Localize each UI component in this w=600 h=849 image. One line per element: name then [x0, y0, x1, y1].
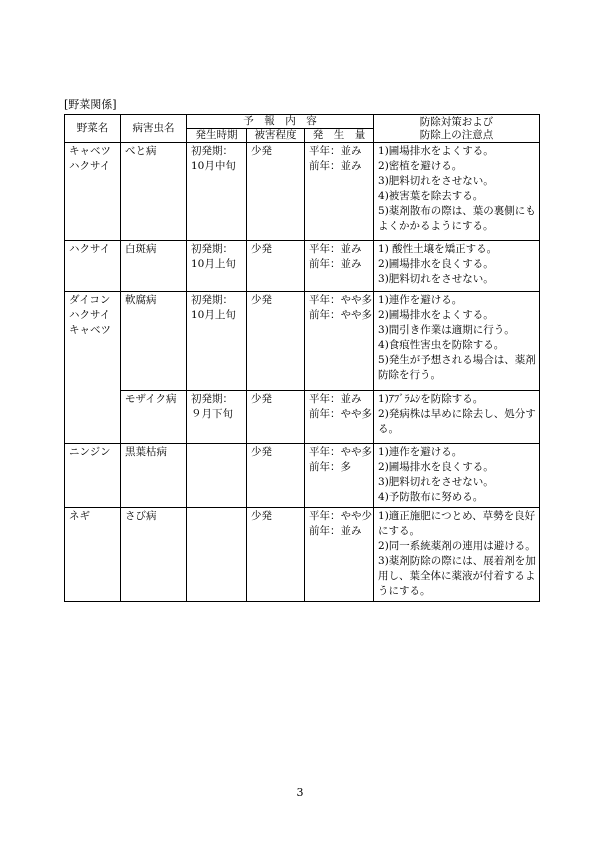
- amount-line: 平年：やや多: [309, 446, 372, 458]
- amount-line: 前年：並み: [309, 160, 362, 172]
- measures-line: る。: [378, 423, 400, 435]
- damage-cell: [247, 391, 305, 444]
- crop-cell: [65, 143, 121, 241]
- onset-cell: [187, 391, 247, 444]
- pest-cell: [121, 143, 187, 241]
- measures-line: うにする。: [378, 585, 431, 597]
- measures-line: 5)発生が予想される場合は、薬剤: [378, 354, 536, 366]
- header-crop: 野菜名: [65, 115, 121, 143]
- amount-cell: [305, 444, 374, 508]
- pest-line: 軟腐病: [125, 294, 157, 306]
- onset-line: 初発期：: [191, 145, 233, 157]
- onset-cell: [187, 292, 247, 391]
- pest-cell: [121, 391, 187, 444]
- amount-line: 平年：やや多: [309, 294, 372, 306]
- page-number: 3: [296, 786, 304, 799]
- measures-line: 4)食痕性害虫を防除する。: [378, 339, 505, 351]
- amount-line: 平年：やや少: [309, 510, 372, 522]
- measures-line: 2)圃場排水をよくする。: [378, 309, 494, 321]
- amount-line: 平年：並み: [309, 393, 362, 405]
- amount-cell: [305, 143, 374, 241]
- pest-line: 白斑病: [125, 243, 157, 255]
- measures-cell: [374, 143, 540, 241]
- pest-cell: [121, 292, 187, 391]
- crop-cell: [65, 292, 121, 444]
- measures-line: 1)適正施肥につとめ、草勢を良好: [378, 510, 536, 522]
- amount-line: 平年：並み: [309, 145, 362, 157]
- measures-cell: [374, 444, 540, 508]
- crop-line: ハクサイ: [69, 309, 111, 321]
- crop-line: キャベツ: [69, 324, 111, 336]
- measures-line: 2)圃場排水を良くする。: [378, 258, 494, 270]
- measures-line: 2)密植を避ける。: [378, 160, 463, 172]
- header-measures-line2: 防除上の注意点: [419, 128, 494, 141]
- measures-line: 3)肥料切れをさせない。: [378, 273, 494, 285]
- onset-line: 初発期：: [191, 294, 233, 306]
- measures-line: 5)薬剤散布の際は、葉の裏側にも: [378, 205, 536, 217]
- damage-cell: [247, 444, 305, 508]
- measures-cell: [374, 391, 540, 444]
- pest-line: モザイク病: [125, 393, 177, 405]
- measures-line: 3)肥料切れをさせない。: [378, 476, 494, 488]
- pest-line: さび病: [125, 510, 157, 522]
- amount-cell: [305, 241, 374, 292]
- measures-line: 4)予防散布に努める。: [378, 491, 484, 503]
- crop-line: ネギ: [69, 510, 90, 522]
- damage-cell: [247, 292, 305, 391]
- pest-line: べと病: [125, 145, 157, 157]
- measures-line: 2)発病株は早めに除去し、処分す: [378, 408, 536, 420]
- amount-cell: [305, 391, 374, 444]
- damage-line: 少発: [251, 145, 272, 157]
- header-measures-line1: 防除対策および: [419, 115, 494, 128]
- onset-cell: [187, 508, 247, 602]
- header-forecast-group: 予 報 内 容: [187, 115, 374, 129]
- onset-line: 初発期：: [191, 243, 233, 255]
- damage-line: 少発: [251, 393, 272, 405]
- onset-cell: [187, 241, 247, 292]
- measures-line: 1) 酸性土壌を矯正する。: [378, 243, 498, 255]
- measures-line: 3)薬剤防除の際には、展着剤を加: [378, 555, 536, 567]
- crop-line: キャベツ: [69, 145, 111, 157]
- onset-cell: [187, 444, 247, 508]
- onset-line: 初発期：: [191, 393, 233, 405]
- section-label: [野菜関係]: [64, 98, 117, 111]
- measures-cell: [374, 508, 540, 602]
- amount-line: 前年：並み: [309, 525, 362, 537]
- crop-cell: [65, 444, 121, 508]
- amount-line: 前年：多: [309, 461, 351, 473]
- damage-line: 少発: [251, 446, 272, 458]
- table-row: [65, 241, 540, 292]
- header-onset: 発生時期: [187, 129, 247, 143]
- amount-line: 前年：やや多: [309, 309, 372, 321]
- header-measures: [374, 115, 540, 143]
- damage-cell: [247, 143, 305, 241]
- amount-line: 前年：やや多: [309, 408, 372, 420]
- onset-line: ９月下旬: [191, 408, 233, 420]
- header-amount: 発 生 量: [305, 129, 374, 143]
- amount-cell: [305, 508, 374, 602]
- crop-line: ダイコン: [69, 294, 111, 306]
- pest-cell: [121, 444, 187, 508]
- measures-line: 1)圃場排水をよくする。: [378, 145, 494, 157]
- pest-line: 黒葉枯病: [125, 446, 167, 458]
- measures-line: 1)ｱﾌﾞﾗﾑｼを防除する。: [378, 393, 484, 405]
- measures-cell: [374, 292, 540, 391]
- pest-cell: [121, 508, 187, 602]
- measures-line: 防除を行う。: [378, 369, 442, 381]
- header-pest: 病害虫名: [121, 115, 187, 143]
- damage-cell: [247, 508, 305, 602]
- table-row: [65, 508, 540, 602]
- crop-line: ニンジン: [69, 446, 111, 458]
- table-row: [65, 391, 540, 444]
- amount-line: 前年：並み: [309, 258, 362, 270]
- onset-line: 10月中旬: [191, 160, 236, 172]
- measures-line: 1)連作を避ける。: [378, 294, 463, 306]
- measures-cell: [374, 241, 540, 292]
- damage-line: 少発: [251, 294, 272, 306]
- onset-cell: [187, 143, 247, 241]
- vegetable-forecast-table: [64, 114, 540, 602]
- table-row: [65, 292, 540, 391]
- table-row: [65, 444, 540, 508]
- damage-cell: [247, 241, 305, 292]
- measures-line: 2)圃場排水を良くする。: [378, 461, 494, 473]
- pest-cell: [121, 241, 187, 292]
- amount-line: 平年：並み: [309, 243, 362, 255]
- measures-line: 4)被害葉を除去する。: [378, 190, 484, 202]
- measures-line: 1)連作を避ける。: [378, 446, 463, 458]
- onset-line: 10月上旬: [191, 258, 236, 270]
- damage-line: 少発: [251, 510, 272, 522]
- amount-cell: [305, 292, 374, 391]
- damage-line: 少発: [251, 243, 272, 255]
- crop-line: ハクサイ: [69, 243, 111, 255]
- onset-line: 10月上旬: [191, 309, 236, 321]
- crop-line: ハクサイ: [69, 160, 111, 172]
- measures-line: よくかかるようにする。: [378, 220, 494, 232]
- measures-line: 2)同一系統薬剤の連用は避ける。: [378, 540, 536, 552]
- measures-line: 3)間引き作業は適期に行う。: [378, 324, 515, 336]
- header-damage: 被害程度: [247, 129, 305, 143]
- table-row: [65, 143, 540, 241]
- crop-cell: [65, 241, 121, 292]
- measures-line: 3)肥料切れをさせない。: [378, 175, 494, 187]
- measures-line: 用し、葉全体に薬液が付着するよ: [378, 570, 536, 582]
- crop-cell: [65, 508, 121, 602]
- measures-line: にする。: [378, 525, 421, 537]
